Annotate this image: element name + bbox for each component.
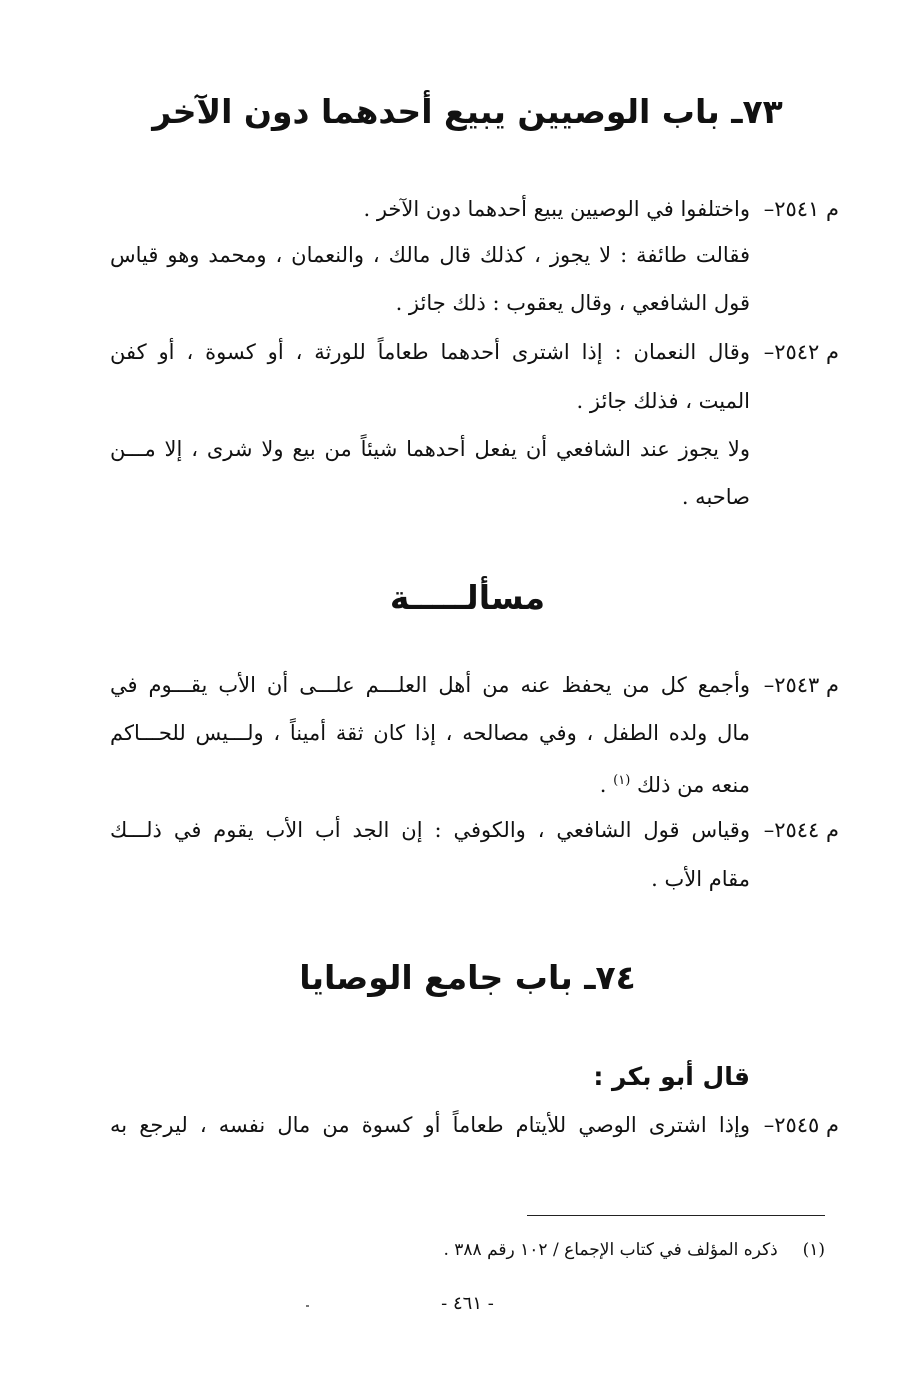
masala-heading: مسألـــــة	[389, 578, 546, 617]
footnote-reference: (١)	[613, 773, 631, 788]
entry-2543-line-3	[110, 766, 750, 800]
entry-2543-number: م ٢٥٤٣–	[763, 673, 839, 697]
entry-2545-number: م ٢٥٤٥–	[763, 1113, 839, 1137]
entry-2543-line-2: مال ولده الطفل ، وفي مصالحه ، إذا كان ثقة أميناً ، ولـــيس للحـــاكم	[110, 721, 750, 745]
footnote-number: (١)	[802, 1240, 825, 1260]
entry-2542-number: م ٢٥٤٢–	[763, 340, 839, 364]
entry-2541-number: م ٢٥٤١–	[763, 197, 839, 221]
footnote-text: ذكره المؤلف في كتاب الإجماع / ١٠٢ رقم ٣٨٨ .	[443, 1240, 778, 1260]
entry-2541-line-2: فقالت طائفة : لا يجوز ، كذلك قال مالك ، والنعمان ، ومحمد وهو قياس	[110, 243, 750, 267]
entry-2543-line-3-end: .	[599, 773, 607, 797]
entry-2541-line-1: واختلفوا في الوصيين يبيع أحدهما دون الآخر .	[363, 197, 750, 221]
entry-2544-number: م ٢٥٤٤–	[763, 818, 839, 842]
entry-2542-line-2: الميت ، فذلك جائز .	[576, 389, 750, 413]
footnote	[443, 1238, 825, 1262]
page-number: - ٤٦١ -	[441, 1293, 494, 1314]
chapter-73-title: ٧٣ـ باب الوصيين يبيع أحدهما دون الآخر	[152, 92, 783, 131]
entry-2543-line-3-text: منعه من ذلك	[636, 773, 750, 797]
footnote-separator	[527, 1215, 825, 1216]
entry-2545-line-1: وإذا اشترى الوصي للأيتام طعاماً أو كسوة من مال نفسه ، ليرجع به	[110, 1113, 750, 1137]
entry-2542-line-4: صاحبه .	[681, 485, 750, 509]
entry-2541-line-3: قول الشافعي ، وقال يعقوب : ذلك جائز .	[395, 291, 750, 315]
scan-speck	[306, 1305, 309, 1307]
abu-bakr-subheading: قال أبو بكر :	[593, 1062, 750, 1091]
chapter-74-title: ٧٤ـ باب جامع الوصايا	[299, 958, 636, 997]
entry-2544-line-2: مقام الأب .	[651, 867, 750, 891]
entry-2542-line-3: ولا يجوز عند الشافعي أن يفعل أحدهما شيئاً من بيع ولا شرى ، إلا مـــن	[110, 437, 750, 461]
entry-2544-line-1: وقياس قول الشافعي ، والكوفي : إن الجد أب الأب يقوم في ذلـــك	[110, 818, 750, 842]
entry-2543-line-1: وأجمع كل من يحفظ عنه من أهل العلـــم علـــى أن الأب يقـــوم في	[110, 673, 750, 697]
entry-2542-line-1: وقال النعمان : إذا اشترى أحدهما طعاماً للورثة ، أو كسوة ، أو كفن	[110, 340, 750, 364]
